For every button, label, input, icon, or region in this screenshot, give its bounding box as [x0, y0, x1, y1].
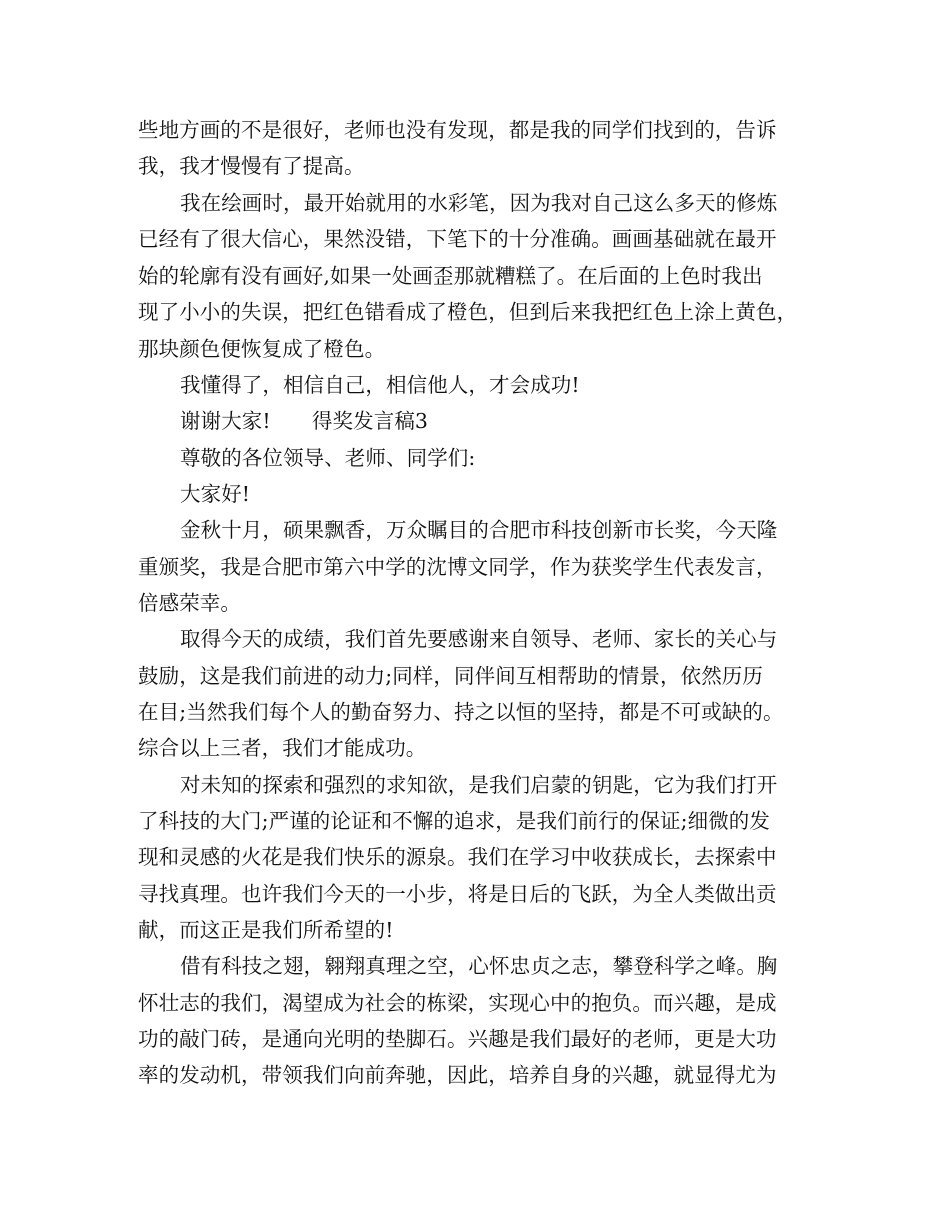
text-line: 鼓励，这是我们前进的动力;同样，同伴间互相帮助的情景，依然历历	[138, 664, 764, 688]
text-line: 已经有了很大信心，果然没错，下笔下的十分准确。画画基础就在最开	[138, 227, 777, 251]
text-line: 我懂得了，相信自己，相信他人，才会成功!	[180, 373, 580, 397]
text-line: 怀壮志的我们，渴望成为社会的栋梁，实现心中的抱负。而兴趣，是成	[138, 991, 777, 1015]
text-line: 始的轮廓有没有画好,如果一处画歪那就糟糕了。在后面的上色时我出	[138, 264, 763, 288]
text-line: 那块颜色便恢复成了橙色。	[138, 337, 386, 361]
text-line: 我在绘画时，最开始就用的水彩笔，因为我对自己这么多天的修炼	[180, 191, 778, 215]
text-line: 寻找真理。也许我们今天的一小步，将是日后的飞跃，为全人类做出贡	[138, 882, 777, 906]
text-line: 在目;当然我们每个人的勤奋努力、持之以恒的坚持，都是不可或缺的。	[138, 700, 784, 724]
text-line: 取得今天的成绩，我们首先要感谢来自领导、老师、家长的关心与	[180, 627, 778, 651]
text-line: 功的敲门砖，是通向光明的垫脚石。兴趣是我们最好的老师，更是大功	[138, 1027, 777, 1051]
text-line: 金秋十月，硕果飘香，万众瞩目的合肥市科技创新市长奖，今天隆	[180, 518, 778, 542]
text-line: 现和灵感的火花是我们快乐的源泉。我们在学习中收获成长，去探索中	[138, 845, 777, 869]
text-line: 我，我才慢慢有了提高。	[138, 154, 365, 178]
text-line: 现了小小的失误，把红色错看成了橙色，但到后来我把红色上涂上黄色，	[138, 300, 798, 324]
text-line: 倍感荣幸。	[138, 591, 241, 615]
text-line: 率的发动机，带领我们向前奔驰，因此，培养自身的兴趣，就显得尤为	[138, 1063, 777, 1087]
text-line: 尊敬的各位领导、老师、同学们:	[180, 446, 476, 470]
text-line: 大家好!	[180, 482, 251, 506]
text-line: 了科技的大门;严谨的论证和不懈的追求，是我们前行的保证;细微的发	[138, 809, 771, 833]
text-line: 对未知的探索和强烈的求知欲，是我们启蒙的钥匙，它为我们打开	[180, 773, 778, 797]
text-line: 借有科技之翅，翱翔真理之空，心怀忠贞之志，攀登科学之峰。胸	[180, 954, 778, 978]
text-line: 综合以上三者，我们才能成功。	[138, 736, 427, 760]
text-line: 谢谢大家! 得奖发言稿3	[180, 409, 429, 433]
text-line: 献，而这正是我们所希望的!	[138, 918, 394, 942]
text-line: 重颁奖，我是合肥市第六中学的沈博文同学，作为获奖学生代表发言，	[138, 555, 777, 579]
text-line: 些地方画的不是很好，老师也没有发现，都是我的同学们找到的，告诉	[138, 118, 777, 142]
